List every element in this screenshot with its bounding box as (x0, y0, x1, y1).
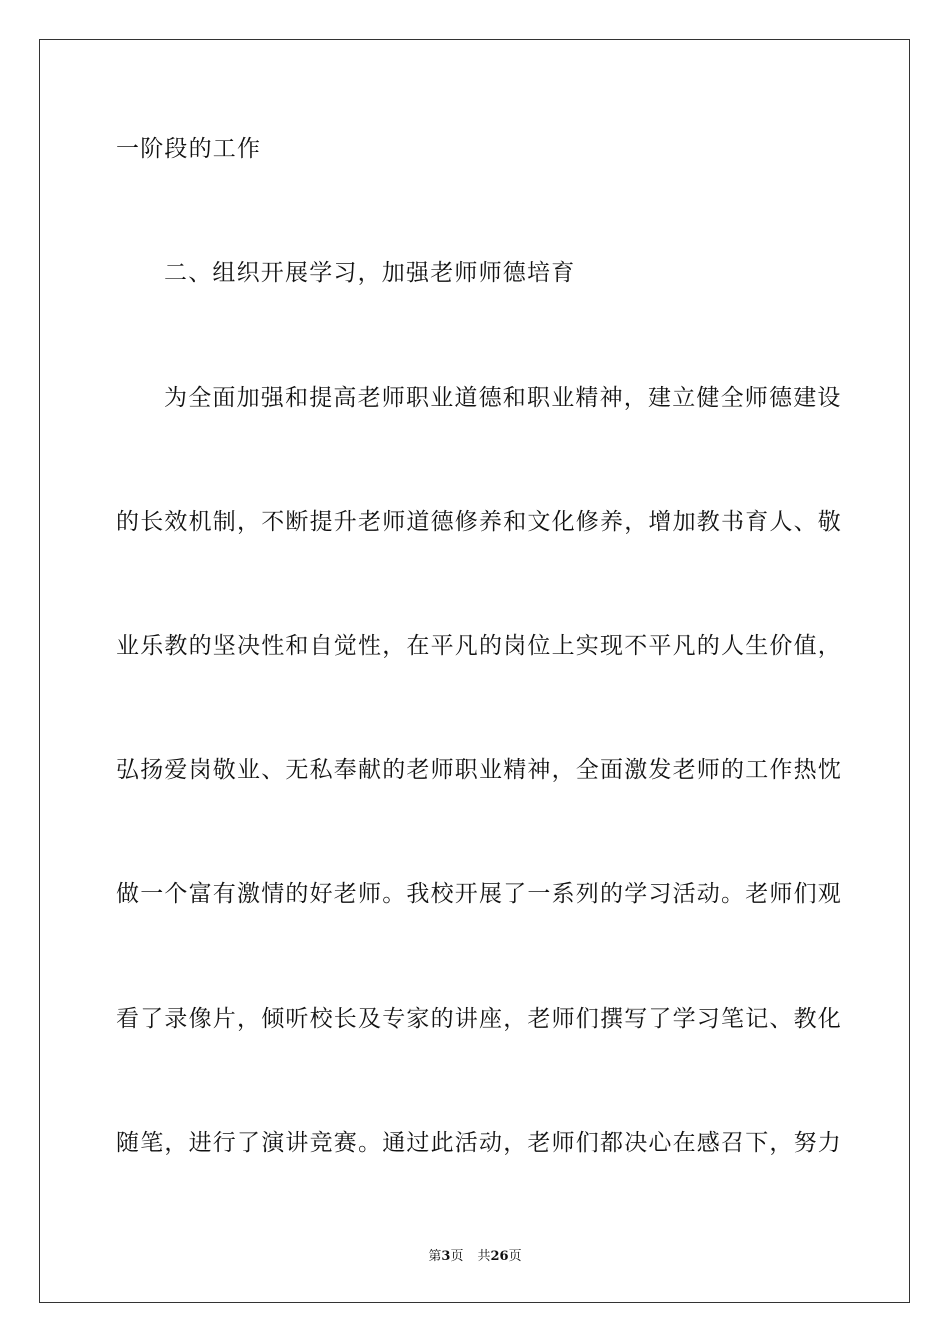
text-line-7: 做一个富有激情的好老师。我校开展了一系列的学习活动。老师们观 (116, 881, 842, 907)
page-suffix: 页 (450, 1249, 464, 1264)
text-line-4: 的长效机制，不断提升老师道德修养和文化修养，增加教书育人、敬 (116, 509, 842, 535)
text-line-6: 弘扬爱岗敬业、无私奉献的老师职业精神，全面激发老师的工作热忱 (116, 757, 842, 783)
total-prefix: 共 (477, 1249, 491, 1264)
page-border (39, 39, 910, 1303)
text-line-1: 一阶段的工作 (116, 136, 262, 162)
text-line-9: 随笔，进行了演讲竞赛。通过此活动，老师们都决心在感召下，努力 (116, 1130, 842, 1156)
page-prefix: 第 (428, 1249, 442, 1264)
page-number: 3 (441, 1249, 451, 1264)
text-line-8: 看了录像片，倾听校长及专家的讲座，老师们撰写了学习笔记、教化 (116, 1006, 842, 1032)
total-pages: 26 (490, 1249, 509, 1264)
text-line-3: 为全面加强和提高老师职业道德和职业精神，建立健全师德建设 (164, 385, 842, 411)
section-heading: 二、组织开展学习，加强老师师德培育 (164, 260, 576, 286)
total-suffix: 页 (508, 1249, 522, 1264)
text-line-5: 业乐教的坚决性和自觉性，在平凡的岗位上实现不平凡的人生价值， (116, 633, 842, 659)
page-footer (0, 1248, 950, 1266)
